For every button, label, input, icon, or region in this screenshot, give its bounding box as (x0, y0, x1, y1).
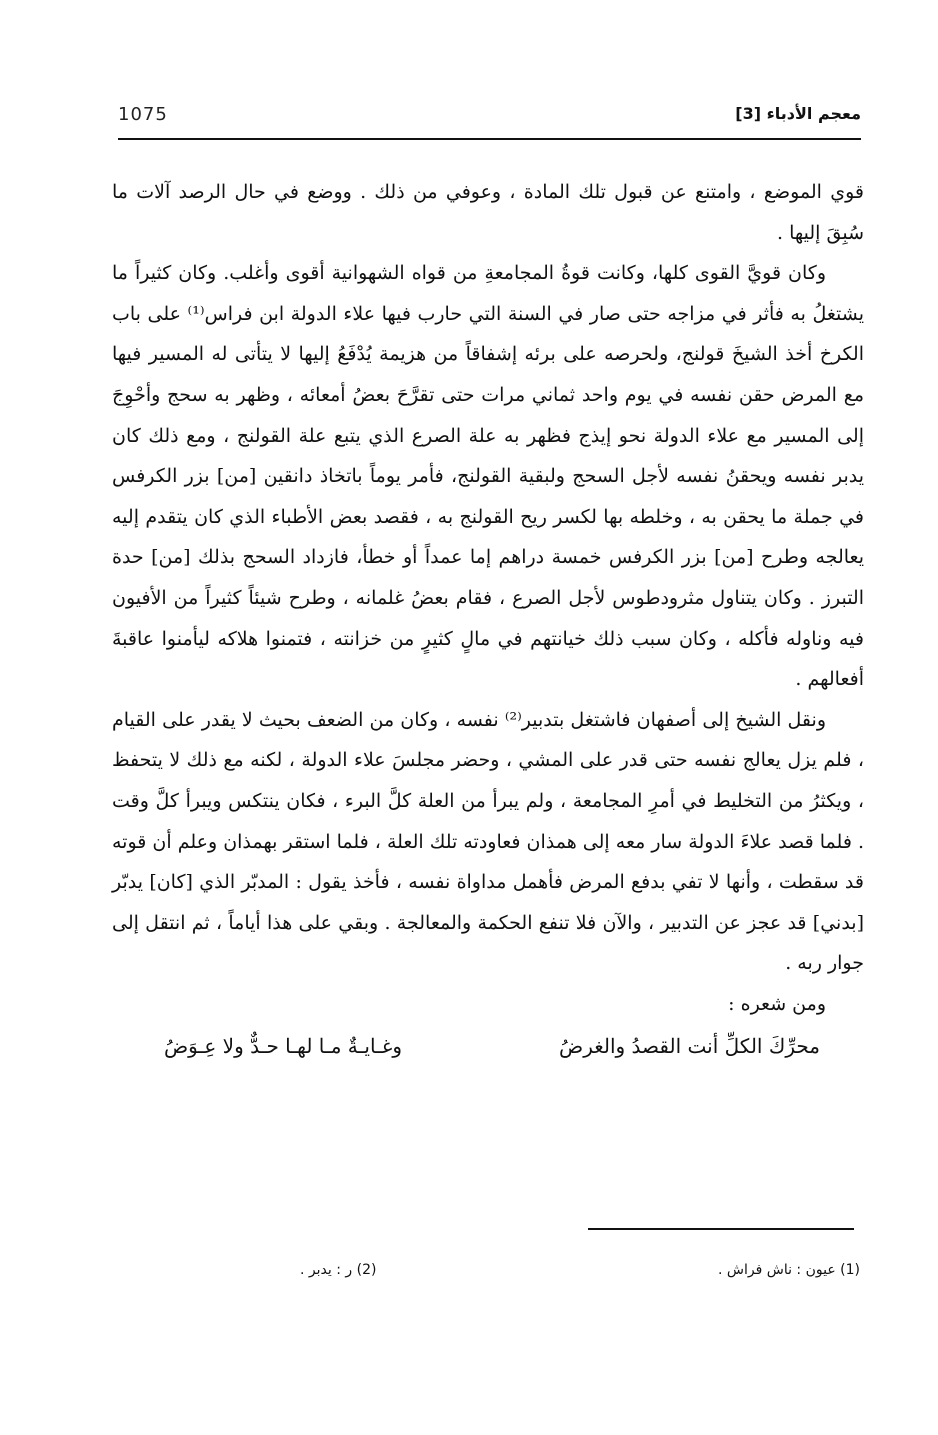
page-header (118, 104, 861, 140)
footnotes (300, 1262, 860, 1278)
footnote-rule (588, 1228, 854, 1230)
verse-intro: ومن شعره : (728, 992, 826, 1015)
verse-line (112, 1024, 864, 1068)
paragraph-3: ونقل الشيخ إلى أصفهان فاشتغل بتدبير⁽²⁾ نفسه ، وكان من الضعف بحيث لا يقدر على القيام ، فلم يزل يعالج نفسه حتى قدر على المشي ، وحضر مجلسَ علاء الدولة ، لكنه مع ذلك لا يتحفظ ، ويكثرُ من التخليط في أمرِ المجامعة ، ولم يبرأ من العلة كلَّ البرء ، فكان ينتكس ويبرأ كلَّ وقت . فلما قصد علاءَ الدولة سار معه إلى همذان فعاودته تلك العلة ، فلما استقر بهمذان وعلم أن قوته قد سقطت ، وأنها لا تفي بدفع المرض فأهمل مداواة نفسه ، فأخذ يقول : المدبّر الذي [كان] يدبّر [بدني] قد عجز عن التدبير ، والآن فلا تنفع الحكمة والمعالجة . وبقي على هذا أياماً ، ثم انتقل إلى جوار ربه . (112, 708, 864, 975)
main-text (112, 172, 864, 1068)
paragraph-1: قوي الموضع ، وامتنع عن قبول تلك المادة ، وعوفي من ذلك . ووضع في حال الرصد آلات ما سُبِقَ إليها . (112, 181, 864, 244)
header-rule (118, 138, 861, 140)
verse-second-hemistich: وغـايـةٌ مـا لهـا حـدٌّ ولا عِـوَضُ (164, 1034, 403, 1059)
paragraph-2: وكان قويَّ القوى كلها، وكانت قوةُ المجامعةِ من قواه الشهوانية أقوى وأغلب. وكان كثيراً ما يشتغلُ به فأثر في مزاجه حتى صار في السنة التي حارب فيها علاء الدولة ابن فراس⁽¹⁾ على باب الكرخ أخذ الشيخَ قولنج، ولحرصه على برئه إشفاقاً من هزيمة يُدْفَعُ إليها لا يتأتى له المسير فيها مع المرض حقن نفسه في يوم واحد ثماني مرات حتى تقرَّحَ بعضُ أمعائه ، وظهر به سحج وأحْوِجَ إلى المسير مع علاء الدولة نحو إيذج فظهر به علة الصرع الذي يتبع علة القولنج ، ومع ذلك كان يدبر نفسه ويحقنُ نفسه لأجل السحج ولبقية القولنج، فأمر يوماً باتخاذ دانقين [من] بزر الكرفس في جملة ما يحقن به ، وخلطه بها لكسر ريح القولنج به ، فقصد بعض الأطباء الذي كان يتقدم إليه يعالجه وطرح [من] بزر الكرفس خمسة دراهم إما عمداً أو خطأ، فازداد السحج بذلك [من] حدة التبرز . وكان يتناول مثرودطوس لأجل الصرع ، فقام بعضُ غلمانه ، وطرح شيئاً كثيراً من الأفيون فيه وناوله فأكله ، وكان سبب ذلك خيانتهم في مالٍ كثيرٍ من خزانته ، فتمنوا هلاكه ليأمنوا عاقبةَ أفعالهم . (112, 262, 864, 691)
page-number: 1075 (118, 104, 168, 125)
verse-first-hemistich: محرِّكَ الكلِّ أنت القصدُ والغرضُ (559, 1034, 820, 1059)
footnote-1: (1) عيون : ناش فراش . (717, 1262, 860, 1278)
footnote-2: (2) ر : يدبر . (300, 1262, 377, 1278)
running-title: معجم الأدباء [3] (735, 104, 861, 123)
